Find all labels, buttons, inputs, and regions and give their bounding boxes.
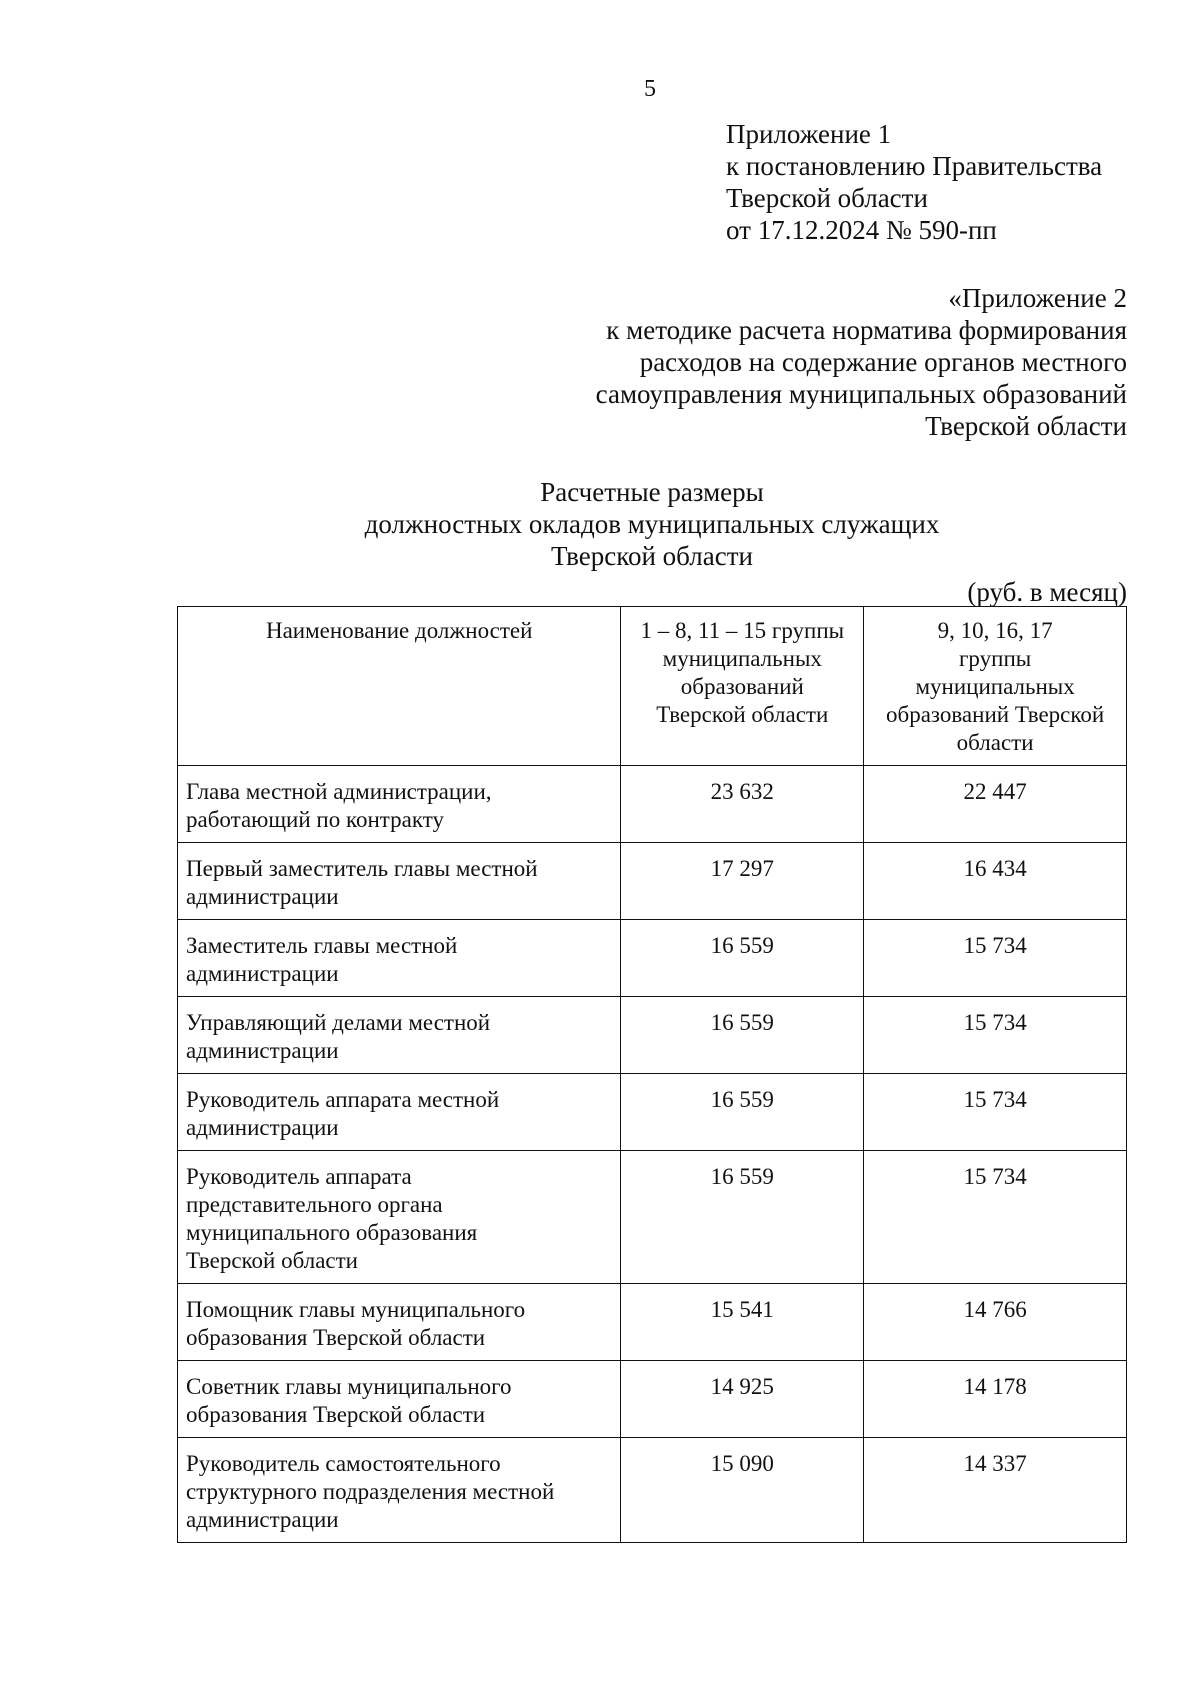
position-name-line: Заместитель главы местной [186, 933, 458, 958]
appendix-1-line: Приложение 1 [726, 119, 892, 149]
table-row [178, 1438, 1127, 1543]
salary-groups-2-cell: 14 178 [864, 1361, 1127, 1438]
salary-groups-1-cell: 16 559 [621, 920, 864, 997]
position-name-cell [178, 1438, 621, 1543]
position-name-line: Руководитель аппарата местной [186, 1087, 500, 1112]
appendix-2-line: «Приложение 2 [948, 283, 1127, 313]
salary-table [177, 606, 1127, 1543]
position-name-line: администрации [186, 1115, 339, 1140]
appendix-2-line: расходов на содержание органов местного [639, 347, 1127, 377]
units-label: (руб. в месяц) [967, 577, 1127, 607]
position-name-cell [178, 1361, 621, 1438]
header-text: Наименование должностей [265, 618, 533, 643]
position-name-line: Первый заместитель главы местной [186, 856, 538, 881]
salary-groups-1-cell: 23 632 [621, 766, 864, 843]
position-name-line: муниципального образования [186, 1220, 478, 1245]
position-name-line: Руководитель аппарата [186, 1164, 412, 1189]
table-row [178, 997, 1127, 1074]
header-text: Тверской области [656, 702, 829, 727]
position-name-line: образования Тверской области [186, 1402, 486, 1427]
salary-groups-2-cell: 15 734 [864, 920, 1127, 997]
appendix-2-reference [596, 282, 1127, 442]
header-position-name [178, 607, 621, 766]
position-name-line: Тверской области [186, 1248, 358, 1273]
title-line: должностных окладов муниципальных служащих [364, 509, 940, 539]
salary-groups-1-cell: 16 559 [621, 1074, 864, 1151]
position-name-cell [178, 997, 621, 1074]
header-text: 9, 10, 16, 17 [937, 618, 1053, 643]
position-name-line: Руководитель самостоятельного [186, 1451, 501, 1476]
appendix-2-line: самоуправления муниципальных образований [595, 379, 1127, 409]
title-line: Расчетные размеры [540, 477, 764, 507]
position-name-line: администрации [186, 961, 339, 986]
salary-groups-2-cell: 15 734 [864, 1074, 1127, 1151]
position-name-cell [178, 920, 621, 997]
position-name-line: Помощник главы муниципального [186, 1297, 526, 1322]
salary-groups-2-cell: 14 766 [864, 1284, 1127, 1361]
salary-groups-2-cell: 15 734 [864, 997, 1127, 1074]
position-name-line: работающий по контракту [186, 807, 444, 832]
table-row [178, 1074, 1127, 1151]
appendix-1-line: к постановлению Правительства [726, 151, 1103, 181]
salary-groups-1-cell: 15 541 [621, 1284, 864, 1361]
position-name-line: Советник главы муниципального [186, 1374, 512, 1399]
table-row [178, 843, 1127, 920]
position-name-line: администрации [186, 1038, 339, 1063]
appendix-1-line: Тверской области [726, 183, 928, 213]
header-text: образований [680, 674, 804, 699]
header-text: муниципальных [662, 646, 822, 671]
position-name-line: структурного подразделения местной [186, 1479, 555, 1504]
table-row [178, 1284, 1127, 1361]
salary-groups-1-cell: 14 925 [621, 1361, 864, 1438]
salary-groups-1-cell: 15 090 [621, 1438, 864, 1543]
header-groups-2 [864, 607, 1127, 766]
appendix-2-line: Тверской области [925, 411, 1127, 441]
salary-groups-1-cell: 16 559 [621, 1151, 864, 1284]
header-text: области [956, 730, 1034, 755]
table-header-row [178, 607, 1127, 766]
position-name-cell [178, 843, 621, 920]
salary-groups-2-cell: 16 434 [864, 843, 1127, 920]
header-text: образований Тверской [886, 702, 1105, 727]
salary-groups-2-cell: 22 447 [864, 766, 1127, 843]
header-text: группы [959, 646, 1032, 671]
document-title [0, 476, 1200, 572]
position-name-line: Управляющий делами местной [186, 1010, 491, 1035]
position-name-cell [178, 1151, 621, 1284]
header-groups-1 [621, 607, 864, 766]
header-text: муниципальных [915, 674, 1075, 699]
table-row [178, 766, 1127, 843]
position-name-line: образования Тверской области [186, 1325, 486, 1350]
page-number: 5 [644, 76, 656, 102]
header-text: 1 – 8, 11 – 15 группы [640, 618, 845, 643]
position-name-line: администрации [186, 1507, 339, 1532]
appendix-1-reference [726, 118, 1102, 246]
salary-groups-1-cell: 16 559 [621, 997, 864, 1074]
table-row [178, 920, 1127, 997]
salary-groups-2-cell: 15 734 [864, 1151, 1127, 1284]
position-name-line: администрации [186, 884, 339, 909]
appendix-2-line: к методике расчета норматива формирования [606, 315, 1127, 345]
position-name-cell [178, 1074, 621, 1151]
position-name-line: Глава местной администрации, [186, 779, 492, 804]
position-name-line: представительного органа [186, 1192, 443, 1217]
salary-groups-2-cell: 14 337 [864, 1438, 1127, 1543]
appendix-1-line: от 17.12.2024 № 590-пп [726, 215, 997, 245]
salary-groups-1-cell: 17 297 [621, 843, 864, 920]
title-line: Тверской области [551, 541, 753, 571]
table-row [178, 1361, 1127, 1438]
position-name-cell [178, 1284, 621, 1361]
table-row [178, 1151, 1127, 1284]
position-name-cell [178, 766, 621, 843]
